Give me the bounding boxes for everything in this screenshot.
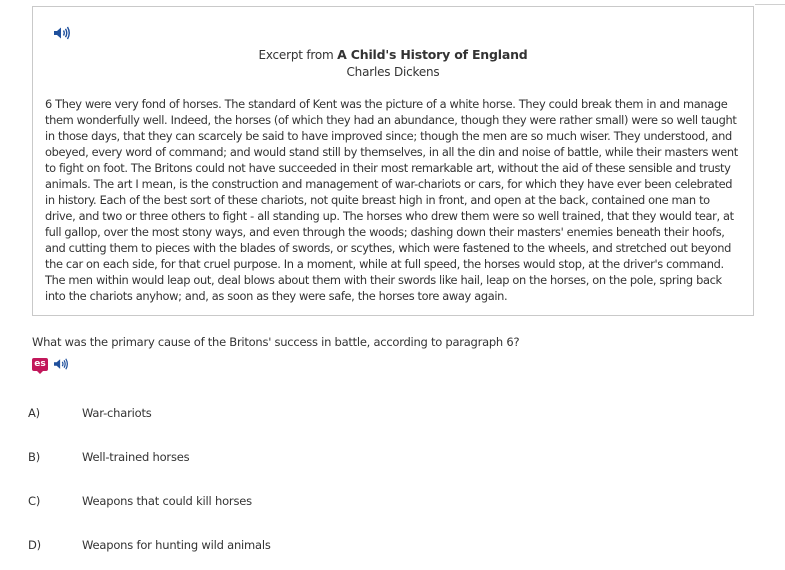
translate-icon[interactable]: es bbox=[32, 358, 48, 371]
passage-author: Charles Dickens bbox=[346, 65, 440, 79]
question-text: What was the primary cause of the Britons' success in battle, according to paragraph 6? bbox=[32, 335, 520, 349]
option-text: Well-trained horses bbox=[82, 450, 190, 464]
option-letter: A) bbox=[28, 406, 40, 420]
passage-title-prefix: Excerpt from bbox=[258, 48, 334, 62]
passage-title bbox=[33, 47, 753, 62]
answer-option-d[interactable] bbox=[28, 535, 428, 555]
passage-paragraph: 6 They were very fond of horses. The standard of Kent was the picture of a white horse. They could break them in and manage them wonderfully well. Indeed, the horses (of which they had an abundance, though they were rather small) were so well taught in those days, that they can scarcely be said to have improved since; though the men are so much wiser. They understood, and obeyed, every word of command; and would stand still by themselves, in all the din and noise of battle, while their masters went to fight on foot. The Britons could not have succeeded in their most remarkable art, without the aid of these sensible and trusty animals. The art I mean, is the construction and management of war-chariots or cars, for which they have ever been celebrated in history. Each of the best sort of these chariots, not quite breast high in front, and open at the back, contained one man to drive, and two or three others to fight - all standing up. The horses who drew them were so well trained, that they would tear, at full gallop, over the most stony ways, and even through the woods; dashing down their masters' enemies beneath their hoofs, and cutting them to pieces with the blades of swords, or scythes, which were fastened to the wheels, and stretched out beyond the car on each side, for that cruel purpose. In a moment, while at full speed, the horses would stop, at the driver's command. The men within would leap out, deal blows about them with their swords like hail, leap on the horses, on the pole, spring back into the chariots anyhow; and, as soon as they were safe, the horses tore away again. bbox=[45, 97, 738, 303]
top-divider bbox=[755, 4, 785, 5]
option-letter: D) bbox=[28, 538, 41, 552]
option-letter: C) bbox=[28, 494, 41, 508]
option-text: Weapons for hunting wild animals bbox=[82, 538, 271, 552]
passage-panel bbox=[32, 6, 754, 316]
passage-title-book: A Child's History of England bbox=[337, 47, 528, 62]
option-letter: B) bbox=[28, 450, 40, 464]
answer-option-a[interactable] bbox=[28, 403, 428, 423]
question-tools bbox=[32, 356, 70, 372]
answer-option-b[interactable] bbox=[28, 447, 428, 467]
answer-option-c[interactable] bbox=[28, 491, 428, 511]
option-text: Weapons that could kill horses bbox=[82, 494, 252, 508]
speaker-icon[interactable] bbox=[52, 356, 70, 372]
speaker-icon[interactable] bbox=[52, 25, 72, 41]
option-text: War-chariots bbox=[82, 406, 152, 420]
